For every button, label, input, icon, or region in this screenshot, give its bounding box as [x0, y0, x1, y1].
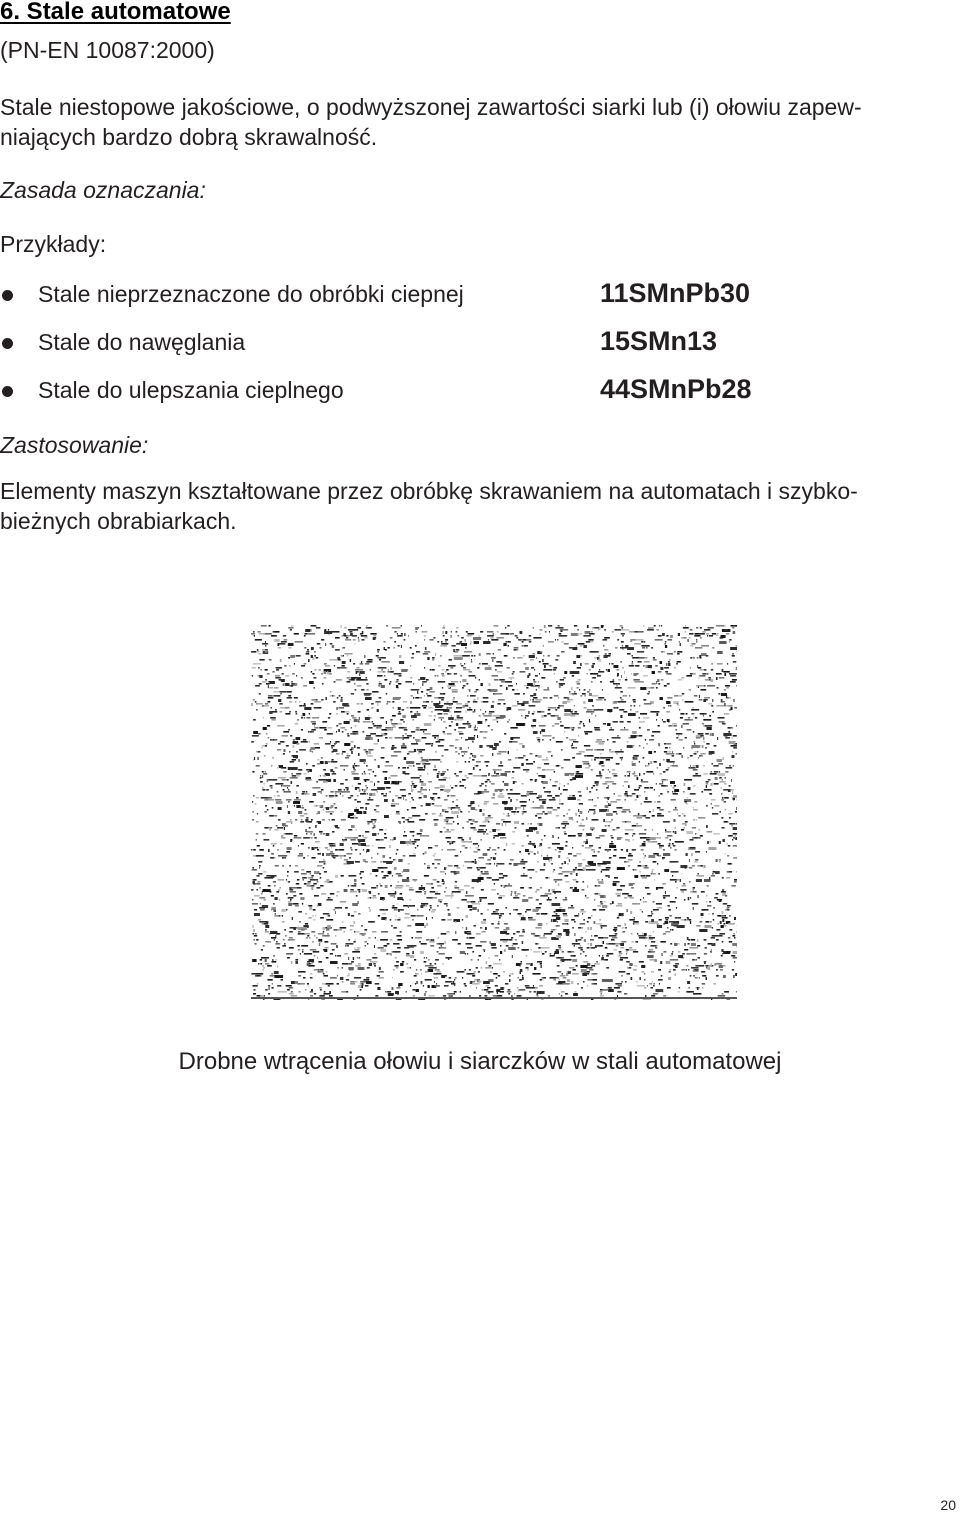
figure-caption: Drobne wtrącenia ołowiu i siarczków w stali automatowej [178, 1048, 782, 1075]
intro-paragraph [0, 92, 960, 152]
steel-grade-code: 44SMnPb28 [600, 374, 752, 404]
example-label: Stale do nawęglania [38, 329, 246, 355]
intro-line: Stale niestopowe jakościowe, o podwyższonej zawartości siarki lub (i) ołowiu zapew- [0, 94, 862, 120]
micrograph-texture [251, 625, 737, 1000]
usage-paragraph [0, 476, 960, 536]
usage-line: Elementy maszyn kształtowane przez obróbkę skrawaniem na automatach i szybko- [0, 478, 858, 504]
example-item [0, 278, 960, 311]
designation-heading: Zasada oznaczania: [0, 177, 206, 203]
intro-line: niających bardzo dobrą skrawalność. [0, 124, 378, 150]
steel-grade-code: 11SMnPb30 [600, 278, 751, 308]
example-label: Stale nieprzeznaczone do obróbki ciepnej [38, 281, 464, 307]
section-title: 6. Stale automatowe [0, 0, 231, 25]
bullet-icon [2, 386, 13, 397]
bullet-icon [2, 290, 13, 301]
example-item [0, 326, 960, 359]
standard-reference: (PN-EN 10087:2000) [0, 37, 215, 63]
example-item [0, 374, 960, 407]
micrograph-image [251, 625, 737, 1000]
bullet-icon [2, 338, 13, 349]
examples-heading: Przykłady: [0, 231, 107, 257]
steel-grade-code: 15SMn13 [600, 326, 718, 356]
usage-heading: Zastosowanie: [0, 432, 149, 458]
example-label: Stale do ulepszania cieplnego [38, 377, 344, 403]
usage-line: bieżnych obrabiarkach. [0, 508, 237, 534]
page-number: 20 [940, 1497, 956, 1513]
